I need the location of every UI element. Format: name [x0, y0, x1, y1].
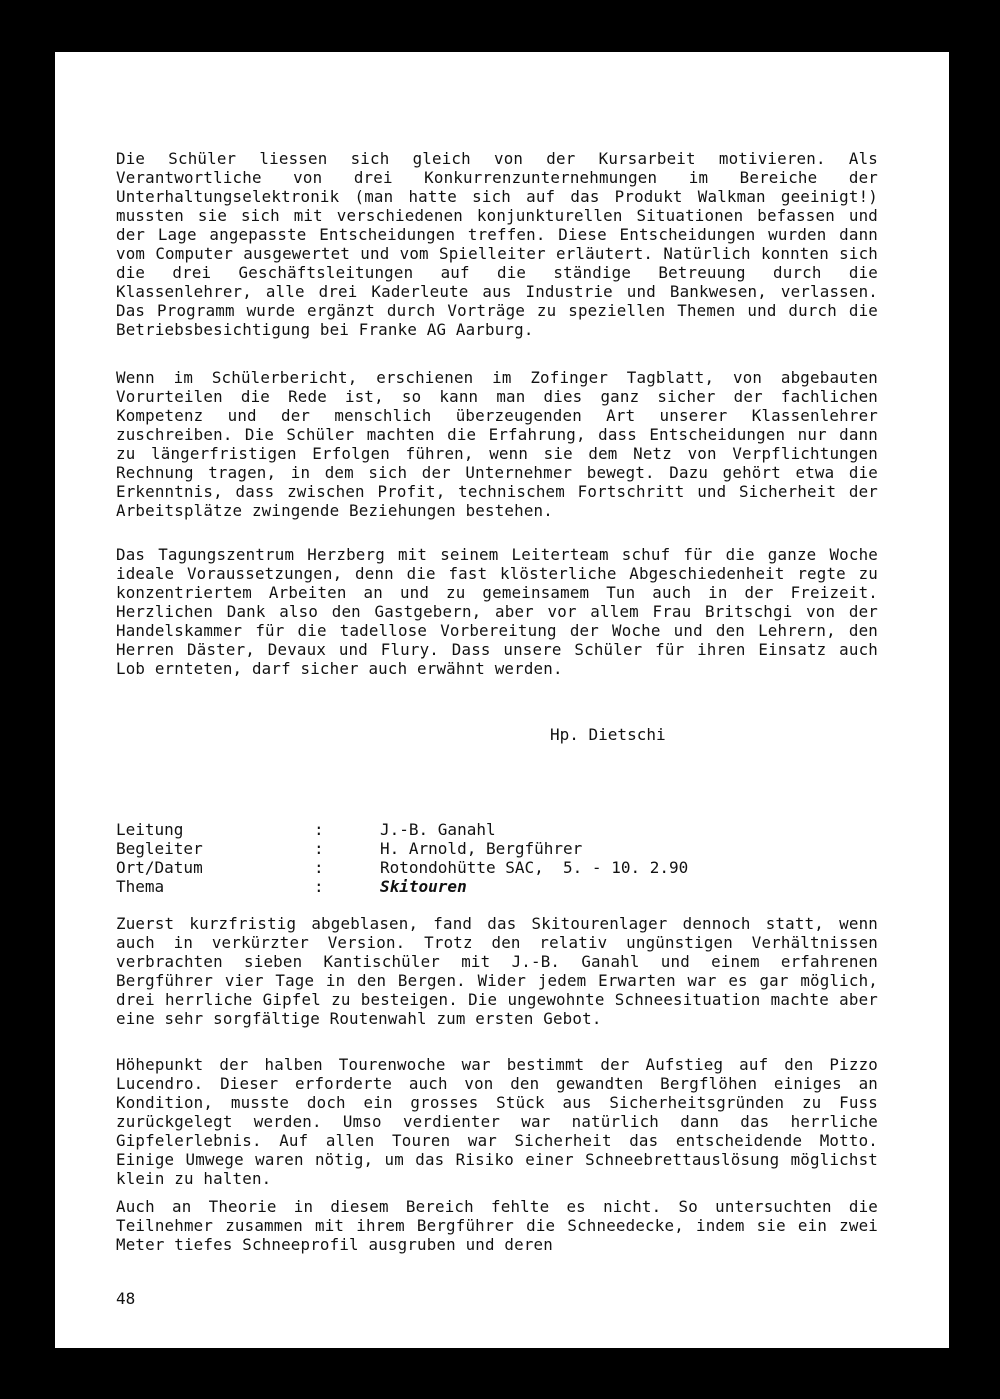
page-number: 48	[116, 1289, 136, 1308]
info-row-thema	[116, 877, 816, 896]
course-info-table	[116, 820, 816, 896]
signature: Hp. Dietschi	[550, 725, 666, 744]
paragraph-kursarbeit: Die Schüler liessen sich gleich von der Kursarbeit motivieren. Als Verantwortliche von drei Konkurrenzunternehmungen im Bereiche der Unterhaltungselektronik (man hatte sich auf das Produkt Walkman geeinigt!) mussten sie sich mit verschiedenen konjunkturellen Situationen befassen und der Lage angepasste Entscheidungen treffen. Diese Entscheidungen wurden dann vom Computer ausgewertet und vom Spielleiter erläutert. Natürlich konnten sich die drei Geschäftsleitungen auf die ständige Betreuung durch die Klassenlehrer, alle drei Kaderleute aus Industrie und Bankwesen, verlassen. Das Programm wurde ergänzt durch Vorträge zu speziellen Themen und durch die Betriebsbesichtigung bei Franke AG Aarburg.	[116, 149, 878, 339]
paragraph-hoehepunkt: Höhepunkt der halben Tourenwoche war bestimmt der Aufstieg auf den Pizzo Lucendro. Dieser erforderte auch von den gewandten Bergflöhen einiges an Kondition, musste doch ein grosses Stück aus Sicherheitsgründen zu Fuss zurückgelegt werden. Umso verdienter war natürlich dann das herrliche Gipfelerlebnis. Auf allen Touren war Sicherheit das entscheidende Motto. Einige Umwege waren nötig, um das Risiko einer Schneebrettauslösung möglichst klein zu halten.	[116, 1055, 878, 1188]
info-value-thema: Skitouren	[380, 877, 467, 896]
paragraph-tagungszentrum: Das Tagungszentrum Herzberg mit seinem Leiterteam schuf für die ganze Woche ideale Voraussetzungen, denn die fast klösterliche Abgeschiedenheit regte zu konzentriertem Arbeiten an und zu gemeinsamem Tun auch in der Freizeit. Herzlichen Dank also den Gastgebern, aber vor allem Frau Britschgi von der Handelskammer für die tadellose Vorbereitung der Woche und den Lehrern, den Herren Däster, Devaux und Flury. Dass unsere Schüler für ihren Einsatz auch Lob ernteten, darf sicher auch erwähnt werden.	[116, 545, 878, 678]
info-colon: :	[314, 858, 324, 877]
info-value: H. Arnold, Bergführer	[380, 839, 583, 858]
info-value: J.-B. Ganahl	[380, 820, 496, 839]
info-colon: :	[314, 839, 324, 858]
info-label: Begleiter	[116, 839, 203, 858]
info-colon: :	[314, 820, 324, 839]
info-label: Ort/Datum	[116, 858, 203, 877]
info-label: Leitung	[116, 820, 184, 839]
paragraph-skitourenlager: Zuerst kurzfristig abgeblasen, fand das Skitourenlager dennoch statt, wenn auch in verkürzter Version. Trotz den relativ ungünstigen Verhältnissen verbrachten sieben Kantischüler mit J.-B. Ganahl und einem erfahrenen Bergführer vier Tage in den Bergen. Wider jedem Erwarten war es gar möglich, drei herrliche Gipfel zu besteigen. Die ungewohnte Schneesituation machte aber eine sehr sorgfältige Routenwahl zum ersten Gebot.	[116, 914, 878, 1028]
info-row-ort-datum	[116, 858, 816, 877]
info-label: Thema	[116, 877, 165, 896]
info-row-leitung	[116, 820, 816, 839]
info-colon: :	[314, 877, 324, 896]
info-row-begleiter	[116, 839, 816, 858]
document-page	[55, 52, 949, 1348]
paragraph-theorie: Auch an Theorie in diesem Bereich fehlte es nicht. So untersuchten die Teilnehmer zusammen mit ihrem Bergführer die Schneedecke, indem sie ein zwei Meter tiefes Schneeprofil ausgruben und deren	[116, 1197, 878, 1254]
info-value: Rotondohütte SAC, 5. - 10. 2.90	[380, 858, 689, 877]
paragraph-schuelerbericht: Wenn im Schülerbericht, erschienen im Zofinger Tagblatt, von abgebauten Vorurteilen die Rede ist, so kann man dies ganz sicher der fachlichen Kompetenz und der menschlich überzeugenden Art unserer Klassenlehrer zuschreiben. Die Schüler machten die Erfahrung, dass Entscheidungen nur dann zu längerfristigen Erfolgen führen, wenn sie dem Netz von Verpflichtungen Rechnung tragen, in dem sich der Unternehmer bewegt. Dazu gehört etwa die Erkenntnis, dass zwischen Profit, technischem Fortschritt und Sicherheit der Arbeitsplätze zwingende Beziehungen bestehen.	[116, 368, 878, 520]
